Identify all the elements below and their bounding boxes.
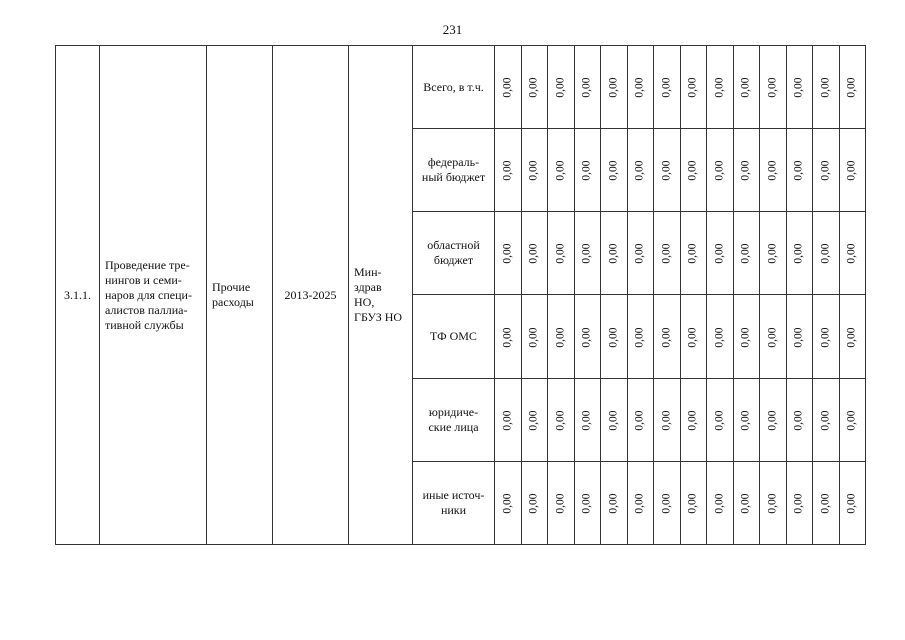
value-text: 0,00 [846,326,858,348]
value-text: 0,00 [846,493,858,514]
value-cell [787,212,813,295]
value-cell [654,379,681,462]
value-cell [681,46,707,129]
value-text: 0,00 [766,160,779,181]
value-text: 0,00 [819,160,832,181]
value-cell [840,379,866,462]
value-text: 0,00 [501,77,514,98]
value-text: 0,00 [660,77,673,98]
value-cell [628,462,654,545]
value-text: 0,00 [634,243,646,264]
value-cell [840,212,866,295]
value-text: 0,00 [766,77,779,98]
value-cell [707,295,734,379]
value-text: 0,00 [528,243,540,264]
value-cell [654,212,681,295]
value-text: 0,00 [819,243,832,264]
value-text: 0,00 [819,326,832,348]
value-text: 0,00 [634,326,646,348]
value-text: 0,00 [687,410,699,431]
value-cell [734,379,760,462]
period-cell: 2013-2025 [273,46,349,545]
value-text: 0,00 [846,77,858,98]
value-cell [601,295,628,379]
value-text: 0,00 [581,77,593,98]
source-label-cell: юридиче- ские лица [413,379,495,462]
value-cell [734,212,760,295]
value-text: 0,00 [740,410,752,431]
value-text: 0,00 [687,77,699,98]
value-cell [813,212,840,295]
value-text: 0,00 [528,493,540,514]
value-text: 0,00 [740,493,752,514]
value-text: 0,00 [607,326,620,348]
value-cell [548,129,575,212]
value-cell [760,212,787,295]
value-cell [495,379,522,462]
value-cell [522,462,548,545]
value-cell [628,212,654,295]
value-text: 0,00 [554,326,567,348]
value-cell [681,462,707,545]
value-text: 0,00 [581,493,593,514]
value-cell [813,46,840,129]
value-text: 0,00 [501,326,514,348]
value-text: 0,00 [607,160,620,181]
executor-cell: Мин- здрав НО, ГБУЗ НО [349,46,413,545]
value-text: 0,00 [687,243,699,264]
source-label-cell: Всего, в т.ч. [413,46,495,129]
value-cell [760,295,787,379]
value-cell [840,129,866,212]
value-cell [495,129,522,212]
value-cell [681,295,707,379]
value-text: 0,00 [528,410,540,431]
value-text: 0,00 [501,243,514,264]
value-text: 0,00 [581,410,593,431]
value-cell [813,129,840,212]
value-cell [601,46,628,129]
event-name-cell: Проведение тре- нингов и семи- наров для специ- алистов паллиа- тивной службы [100,46,207,545]
source-label-cell: федераль- ный бюджет [413,129,495,212]
value-cell [628,46,654,129]
value-cell [522,295,548,379]
value-cell [760,462,787,545]
value-cell [522,379,548,462]
value-text: 0,00 [554,160,567,181]
value-cell [707,379,734,462]
value-text: 0,00 [634,493,646,514]
source-label-cell: ТФ ОМС [413,295,495,379]
value-cell [681,212,707,295]
value-cell [575,295,601,379]
value-text: 0,00 [581,243,593,264]
value-cell [734,46,760,129]
source-label-cell: иные источ- ники [413,462,495,545]
value-text: 0,00 [740,243,752,264]
value-text: 0,00 [713,493,726,514]
value-cell [654,295,681,379]
value-text: 0,00 [581,326,593,348]
value-text: 0,00 [528,160,540,181]
value-cell [601,212,628,295]
expense-type-cell: Прочие расходы [207,46,273,545]
funding-table [55,45,866,545]
value-cell [707,129,734,212]
value-text: 0,00 [687,493,699,514]
value-cell [734,129,760,212]
value-text: 0,00 [713,410,726,431]
value-text: 0,00 [846,410,858,431]
value-text: 0,00 [634,160,646,181]
value-cell [654,46,681,129]
value-cell [787,46,813,129]
value-text: 0,00 [793,493,805,514]
value-cell [813,379,840,462]
value-text: 0,00 [713,160,726,181]
value-text: 0,00 [607,493,620,514]
value-cell [548,379,575,462]
value-cell [601,129,628,212]
value-cell [734,295,760,379]
value-cell [787,462,813,545]
value-cell [601,462,628,545]
value-cell [760,46,787,129]
value-cell [522,212,548,295]
row-number-cell: 3.1.1. [56,46,100,545]
value-text: 0,00 [713,77,726,98]
value-cell [575,462,601,545]
value-cell [654,129,681,212]
value-cell [734,462,760,545]
value-text: 0,00 [501,160,514,181]
value-text: 0,00 [607,77,620,98]
value-text: 0,00 [819,77,832,98]
value-text: 0,00 [766,493,779,514]
value-text: 0,00 [660,160,673,181]
value-cell [840,462,866,545]
table-body [56,46,866,545]
value-cell [548,46,575,129]
value-cell [495,46,522,129]
value-cell [787,129,813,212]
value-cell [495,212,522,295]
value-text: 0,00 [687,326,699,348]
value-text: 0,00 [528,77,540,98]
value-text: 0,00 [846,243,858,264]
value-text: 0,00 [607,243,620,264]
value-cell [707,462,734,545]
value-cell [628,129,654,212]
value-text: 0,00 [687,160,699,181]
value-text: 0,00 [634,77,646,98]
value-cell [840,46,866,129]
value-text: 0,00 [740,160,752,181]
value-cell [813,295,840,379]
value-text: 0,00 [660,493,673,514]
value-text: 0,00 [607,410,620,431]
value-text: 0,00 [793,326,805,348]
value-cell [575,129,601,212]
value-text: 0,00 [793,243,805,264]
value-text: 0,00 [554,410,567,431]
value-text: 0,00 [766,326,779,348]
value-text: 0,00 [528,326,540,348]
value-text: 0,00 [501,493,514,514]
value-cell [548,295,575,379]
value-text: 0,00 [766,243,779,264]
table-row [56,46,866,129]
value-text: 0,00 [793,410,805,431]
value-cell [495,462,522,545]
value-cell [654,462,681,545]
value-text: 0,00 [713,326,726,348]
value-text: 0,00 [501,410,514,431]
value-cell [548,462,575,545]
value-text: 0,00 [793,77,805,98]
value-cell [813,462,840,545]
value-text: 0,00 [819,493,832,514]
value-text: 0,00 [713,243,726,264]
value-text: 0,00 [660,243,673,264]
value-cell [628,295,654,379]
value-text: 0,00 [819,410,832,431]
page-number: 231 [442,22,463,37]
value-text: 0,00 [766,410,779,431]
value-text: 0,00 [554,493,567,514]
value-text: 0,00 [634,410,646,431]
value-cell [787,379,813,462]
value-cell [522,129,548,212]
value-text: 0,00 [740,77,752,98]
value-cell [522,46,548,129]
value-cell [787,295,813,379]
value-cell [760,129,787,212]
value-cell [601,379,628,462]
value-cell [575,46,601,129]
value-cell [681,129,707,212]
value-cell [628,379,654,462]
value-text: 0,00 [660,410,673,431]
value-text: 0,00 [554,243,567,264]
value-text: 0,00 [581,160,593,181]
value-text: 0,00 [740,326,752,348]
value-cell [495,295,522,379]
value-text: 0,00 [554,77,567,98]
value-cell [840,295,866,379]
value-text: 0,00 [793,160,805,181]
value-cell [575,379,601,462]
value-text: 0,00 [660,326,673,348]
value-cell [575,212,601,295]
value-cell [707,46,734,129]
value-cell [707,212,734,295]
value-cell [760,379,787,462]
source-label-cell: областной бюджет [413,212,495,295]
value-text: 0,00 [846,160,858,181]
value-cell [681,379,707,462]
value-cell [548,212,575,295]
